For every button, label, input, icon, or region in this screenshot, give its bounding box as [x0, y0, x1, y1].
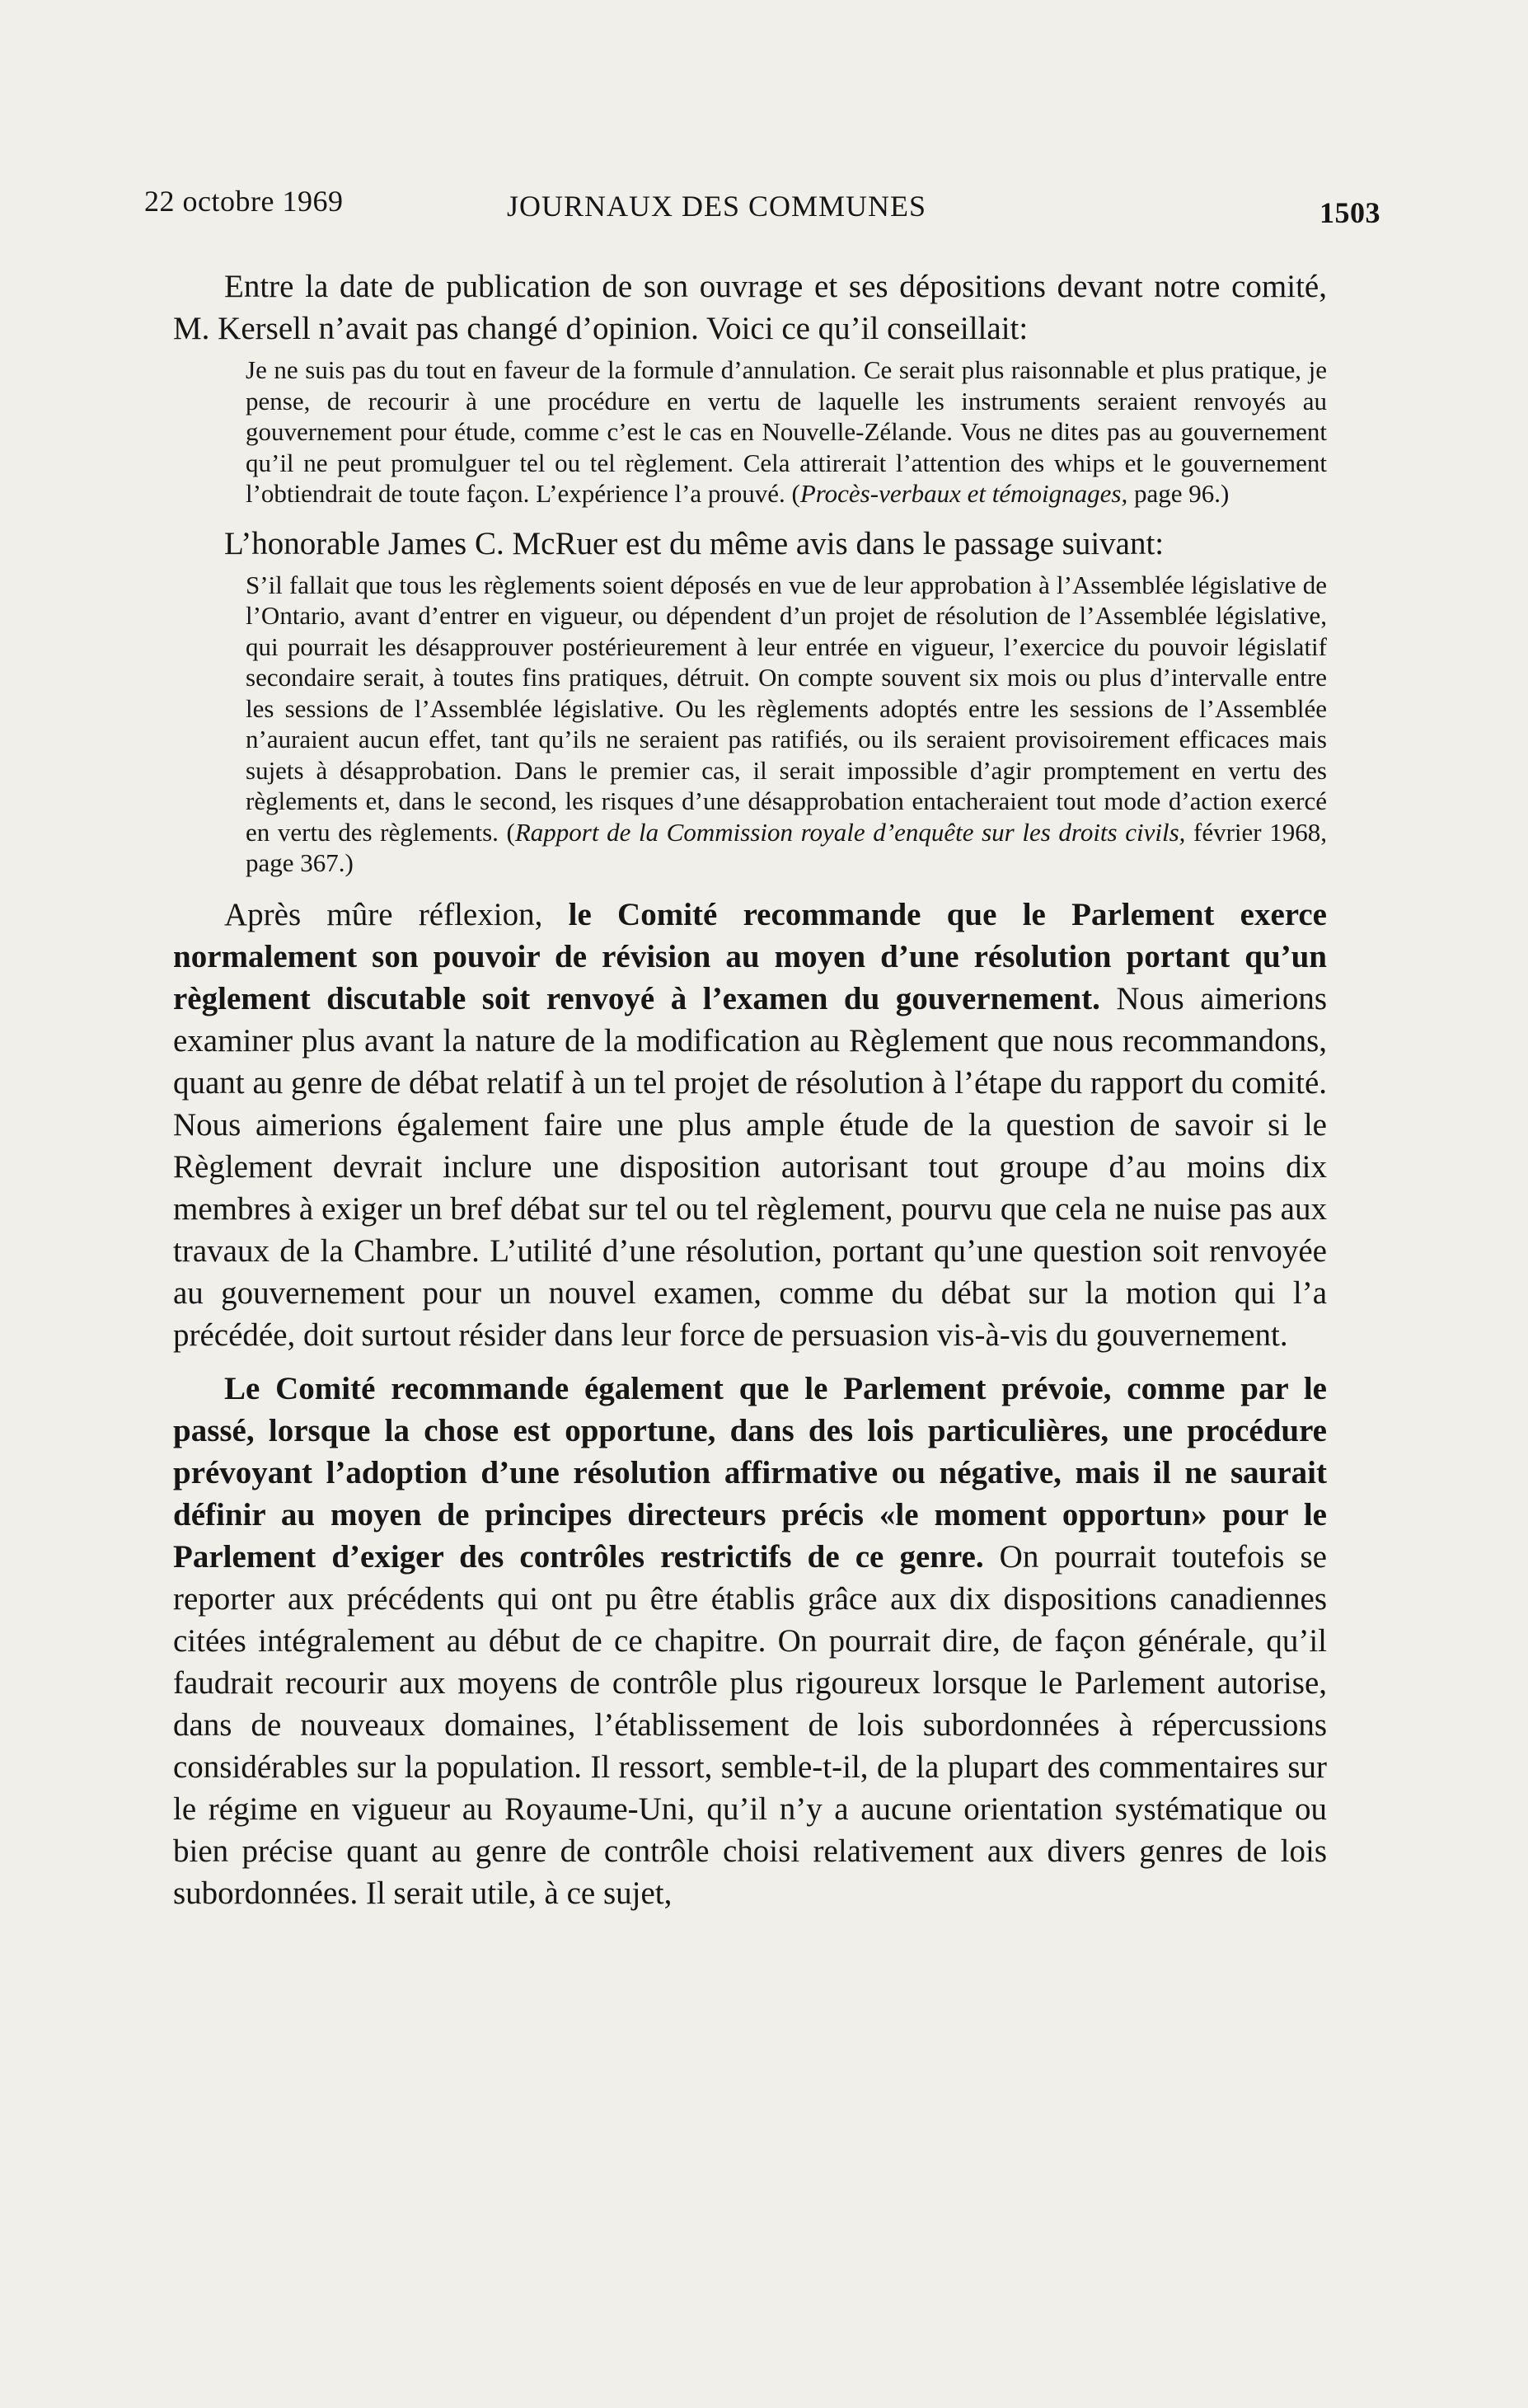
recommendation-review-bold: le Comité recommande que le Parlement exerce normalement son pouvoir de révision au moyen d’une résolution portant qu’un règlement discutable soit renvoyé à l’examen du gouvernement.	[173, 896, 1327, 1016]
quote-kersell-text: Je ne suis pas du tout en faveur de la formule d’annulation. Ce serait plus raisonnable et plus pratique, je pense, de recourir à une procédure en vertu de laquelle les instruments seraient renvoyés au gouvernement pour étude, comme c’est le cas en Nouvelle-Zélande. Vous ne dites pas au gouvernement qu’il ne peut promulguer tel ou tel règlement. Cela attirerait l’attention des whips et le gouvernement l’obtiendrait de toute façon. L’expérience l’a prouvé. (	[246, 355, 1327, 508]
recommendation-review-rest: Nous aimerions examiner plus avant la nature de la modification au Règlement que nous recommandons, quant au genre de débat relatif à un tel projet de résolution à l’étape du rapport du comité. Nous aimerions également faire une plus ample étude de la question de savoir si le Règlement devrait inclure une disposition autorisant tout groupe d’au moins dix membres à exiger un bref débat sur tel ou tel règlement, pourvu que cela ne nuise pas aux travaux de la Chambre. L’utilité d’une résolution, portant qu’une question soit renvoyée au gouvernement pour un nouvel examen, comme du débat sur la motion qui l’a précédée, doit surtout résider dans leur force de persuasion vis-à-vis du gouvernement.	[173, 980, 1327, 1353]
paragraph-recommendation-resolution	[173, 1368, 1327, 1914]
recommendation-review-lead: Après mûre réflexion,	[224, 896, 569, 932]
paragraph-kersell-text: Entre la date de publication de son ouvrage et ses dépositions devant notre comité, M. Kersell n’avait pas changé d’opinion. Voici ce qu’il conseillait:	[173, 269, 1327, 346]
paragraph-kersell	[173, 265, 1327, 350]
quote-kersell-page-ref: page 96.)	[1127, 479, 1230, 508]
header-page-number: 1503	[1319, 196, 1380, 229]
quote-mcruer-citation: Rapport de la Commission royale d’enquête sur les droits civils,	[514, 817, 1186, 847]
quote-kersell-citation: Procès-verbaux et témoignages,	[799, 479, 1128, 508]
page-body	[173, 265, 1327, 1914]
paragraph-recommendation-review	[173, 894, 1327, 1356]
recommendation-resolution-bold: Le Comité recommande également que le Parlement prévoie, comme par le passé, lorsque la chose est opportune, dans des lois particulières, une procédure prévoyant l’adoption d’une résolution affirmative ou négative, mais il ne saurait définir au moyen de principes directeurs précis «le moment opportun» pour le Parlement d’exiger des contrôles restrictifs de ce genre.	[173, 1370, 1327, 1575]
paragraph-mcruer-intro	[173, 523, 1327, 565]
page-header	[144, 177, 1380, 227]
header-date: 22 octobre 1969	[144, 185, 344, 218]
quote-mcruer	[246, 570, 1327, 879]
quote-mcruer-text: S’il fallait que tous les règlements soient déposés en vue de leur approbation à l’Assemblée législative de l’Ontario, avant d’entrer en vigueur, ou dépendent d’un projet de résolution de l’Assemblée législative, qui pourrait les désapprouver postérieurement à leur entrée en vigueur, l’exercice du pouvoir législatif secondaire serait, à toutes fins pratiques, détruit. On compte souvent six mois ou plus d’intervalle entre les sessions de l’Assemblée législative. Ou les règlements adoptés entre les sessions de l’Assemblée n’auraient aucun effet, tant qu’ils ne seraient pas ratifiés, ou ils seraient provisoirement efficaces mais sujets à désapprobation. Dans le premier cas, il serait impossible d’agir promptement en vertu des règlements et, dans le second, les risques d’une désapprobation entacheraient tout mode d’action exercé en vertu des règlements. (	[246, 570, 1327, 847]
paragraph-mcruer-intro-text: L’honorable James C. McRuer est du même avis dans le passage suivant:	[224, 525, 1165, 561]
quote-kersell	[246, 354, 1327, 509]
recommendation-resolution-rest: On pourrait toutefois se reporter aux précédents qui ont pu être établis grâce aux dix dispositions canadiennes citées intégralement au début de ce chapitre. On pourrait dire, de façon générale, qu’il faudrait recourir aux moyens de contrôle plus rigoureux lorsque le Parlement autorise, dans de nouveaux domaines, l’établissement de lois subordonnées à répercussions considérables sur la population. Il ressort, semble-t-il, de la plupart des commentaires sur le régime en vigueur au Royaume-Uni, qu’il n’y a aucune orientation systématique ou bien précise quant au genre de contrôle choisi relativement aux divers genres de lois subordonnées. Il serait utile, à ce sujet,	[173, 1538, 1327, 1911]
quote-mcruer-page-ref: février 1968, page 367.)	[246, 817, 1327, 877]
header-journal-title: JOURNAUX DES COMMUNES	[507, 190, 927, 223]
